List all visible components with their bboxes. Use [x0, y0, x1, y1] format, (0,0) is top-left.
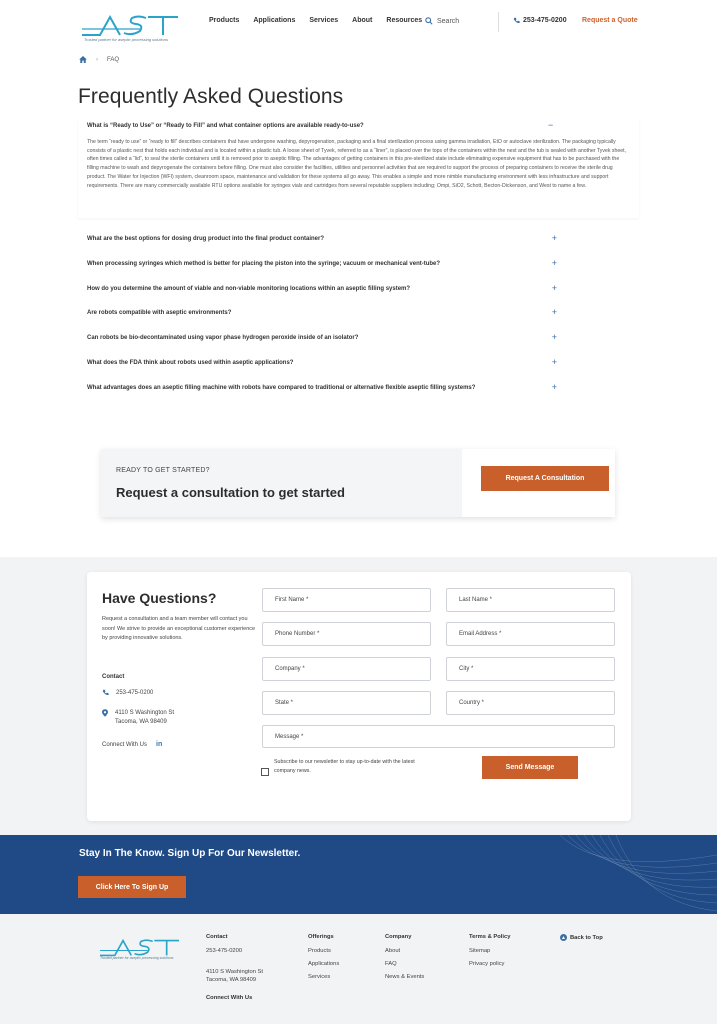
- breadcrumb-current: FAQ: [107, 56, 120, 63]
- expand-icon[interactable]: +: [551, 382, 557, 392]
- expand-icon[interactable]: +: [551, 332, 557, 342]
- faq-question[interactable]: How do you determine the amount of viable and non-viable monitoring locations within an aseptic filling system?: [87, 286, 411, 292]
- header-divider: [498, 12, 499, 32]
- faq-question[interactable]: Are robots compatible with aseptic environments?: [87, 310, 232, 316]
- country-field[interactable]: Country *: [446, 691, 615, 715]
- contact-label: Contact: [102, 674, 125, 680]
- faq-item[interactable]: [87, 358, 557, 370]
- faq-question[interactable]: Can robots be bio-decontaminated using vapor phase hydrogen peroxide inside of an isolator?: [87, 335, 359, 341]
- connect-with-us: [102, 741, 162, 748]
- footer-link-about[interactable]: About: [385, 948, 401, 954]
- faq-item[interactable]: [87, 333, 557, 345]
- email-field[interactable]: Email Address *: [446, 622, 615, 646]
- breadcrumb: [79, 56, 119, 63]
- contact-phone-number: 253-475-0200: [116, 689, 154, 696]
- header-phone-number: 253-475-0200: [523, 17, 567, 24]
- footer-link-services[interactable]: Services: [308, 974, 331, 980]
- last-name-field[interactable]: Last Name *: [446, 588, 615, 612]
- header-phone[interactable]: [513, 17, 567, 24]
- footer-logo-tagline: Trusted partner for aseptic processing solutions: [100, 956, 174, 960]
- search-icon: [425, 17, 433, 25]
- expand-icon[interactable]: +: [551, 258, 557, 268]
- request-quote-link[interactable]: Request a Quote: [582, 17, 638, 24]
- contact-title: Have Questions?: [102, 590, 217, 606]
- footer-link-news[interactable]: News & Events: [385, 974, 425, 980]
- faq-question[interactable]: What advantages does an aseptic filling machine with robots have compared to traditional or alternative flexible aseptic filling systems?: [87, 385, 476, 391]
- footer-link-applications[interactable]: Applications: [308, 961, 340, 967]
- cta-eyebrow: READY TO GET STARTED?: [116, 467, 210, 474]
- footer-terms-column: [469, 934, 510, 974]
- faq-question[interactable]: What is “Ready to Use” or “Ready to Fill” and what container options are available ready-to-use?: [87, 123, 364, 129]
- footer-offerings-column: [308, 934, 339, 987]
- page-title: Frequently Asked Questions: [78, 85, 344, 108]
- contact-description: Request a consultation and a team member will contact you soon! We strive to provide an exceptional customer experience by providing innovative solutions.: [102, 616, 256, 641]
- logo-tagline: Trusted partner for aseptic processing solutions: [84, 37, 168, 42]
- state-field[interactable]: State *: [262, 691, 431, 715]
- connect-label: Connect With Us: [102, 741, 148, 748]
- back-to-top-button[interactable]: [560, 934, 603, 941]
- location-pin-icon: [102, 709, 108, 717]
- address-line-1: 4110 S Washington St: [115, 710, 175, 716]
- newsletter-checkbox[interactable]: [261, 768, 269, 776]
- nav-about[interactable]: About: [352, 17, 373, 24]
- nav-resources[interactable]: Resources: [386, 17, 423, 24]
- first-name-field[interactable]: First Name *: [262, 588, 431, 612]
- site-footer: [0, 914, 717, 1024]
- collapse-icon[interactable]: −: [548, 120, 554, 130]
- footer-link-faq[interactable]: FAQ: [385, 961, 397, 967]
- footer-phone[interactable]: 253-475-0200: [206, 948, 243, 954]
- home-icon[interactable]: [79, 56, 87, 63]
- contact-phone[interactable]: [102, 689, 153, 696]
- faq-item[interactable]: [87, 234, 557, 246]
- newsletter-heading: Stay In The Know. Sign Up For Our Newsletter.: [79, 848, 301, 859]
- newsletter-label: Subscribe to our newsletter to stay up-to-date with the latest company news.: [274, 759, 415, 774]
- site-header: [0, 0, 717, 46]
- faq-question[interactable]: When processing syringes which method is better for placing the piston into the syringe; vacuum or mechanical vent-tube?: [87, 261, 441, 267]
- nav-products[interactable]: Products: [209, 17, 240, 24]
- address-line-2: Tacoma, WA 98409: [115, 719, 167, 725]
- nav-applications[interactable]: Applications: [253, 17, 296, 24]
- footer-address-2: Tacoma, WA 98409: [206, 977, 257, 983]
- footer-address-1: 4110 S Washington St: [206, 969, 264, 975]
- decorative-waves: [540, 835, 717, 914]
- faq-question[interactable]: What are the best options for dosing drug product into the final product container?: [87, 236, 324, 242]
- footer-contact-column: [206, 934, 263, 1009]
- faq-answer: The term “ready to use” or “ready to fill” describes containers that have undergone washing, depyrogenation, packaging and a final sterilization process using gamma irradiation, EtO or autoclave sterilization. The packaging typically consists of a plastic nest that holds each individual and is located within a plastic tub. A loose sheet of Tyvek, referred to as a “liner”, is placed over the tops of the containers within the nest and the tub is sealed with another Tyvek sheet, often times called a “lid”, to seal the sterile containers until it is removed prior to aseptic filling. The advantages of getting containers in this pre-sterilized state include eliminating expensive equipment that has to be purchased with the filling machine to wash and depyrogenate the containers before filling. One must also consider the facilities, utilities and personnel activities that are required to support the process of preparing containers to receive the sterile drug product. The Water for Injection (WFI) system, cleanroom space, maintenance and validation for these systems all go away. This enables a simple and more nimble manufacturing environment with less infrastructure and support requirements. There are many commercially available RTU options available for syringes vials and cartridges from several reputable suppliers including; Ompi, SiO2, Schott, Becton-Dickenson, and West to name a few.: [87, 139, 627, 189]
- arrow-up-icon: ▲: [561, 934, 566, 941]
- footer-company-column: [385, 934, 424, 987]
- linkedin-icon[interactable]: in: [156, 741, 163, 748]
- contact-card: [87, 572, 631, 821]
- phone-field[interactable]: Phone Number *: [262, 622, 431, 646]
- phone-icon: [102, 689, 109, 696]
- faq-item[interactable]: [87, 284, 557, 296]
- company-field[interactable]: Company *: [262, 657, 431, 681]
- newsletter-band: [0, 835, 717, 914]
- footer-link-privacy[interactable]: Privacy policy: [469, 961, 505, 967]
- main-nav: [209, 17, 436, 24]
- cta-heading: Request a consultation to get started: [116, 485, 345, 500]
- footer-contact-heading: Contact: [206, 934, 228, 940]
- search-label: Search: [437, 17, 460, 25]
- footer-link-products[interactable]: Products: [308, 948, 331, 954]
- expand-icon[interactable]: +: [551, 307, 557, 317]
- footer-connect: Connect With Us: [206, 995, 253, 1001]
- footer-offerings-heading: Offerings: [308, 934, 334, 940]
- search-button[interactable]: [425, 17, 459, 25]
- expand-icon[interactable]: +: [551, 283, 557, 293]
- chevron-right-icon: ›: [96, 56, 98, 63]
- phone-icon: [513, 17, 520, 24]
- consultation-cta: [101, 449, 615, 517]
- expand-icon[interactable]: +: [551, 233, 557, 243]
- send-message-button[interactable]: Send Message: [482, 756, 578, 779]
- footer-company-heading: Company: [385, 934, 412, 940]
- back-to-top-label: Back to Top: [570, 934, 603, 941]
- faq-item[interactable]: [87, 308, 557, 320]
- request-consultation-button[interactable]: Request A Consultation: [481, 466, 609, 491]
- message-field[interactable]: Message *: [262, 725, 615, 748]
- footer-link-sitemap[interactable]: Sitemap: [469, 948, 491, 954]
- contact-address: [102, 709, 174, 727]
- faq-item-open[interactable]: [78, 118, 639, 218]
- footer-terms-heading: Terms & Policy: [469, 934, 511, 940]
- expand-icon[interactable]: +: [551, 357, 557, 367]
- city-field[interactable]: City *: [446, 657, 615, 681]
- faq-item[interactable]: [87, 383, 557, 395]
- newsletter-signup-button[interactable]: Click Here To Sign Up: [78, 876, 186, 898]
- faq-item[interactable]: [87, 259, 557, 271]
- nav-services[interactable]: Services: [309, 17, 339, 24]
- faq-question[interactable]: What does the FDA think about robots used within aseptic applications?: [87, 360, 294, 366]
